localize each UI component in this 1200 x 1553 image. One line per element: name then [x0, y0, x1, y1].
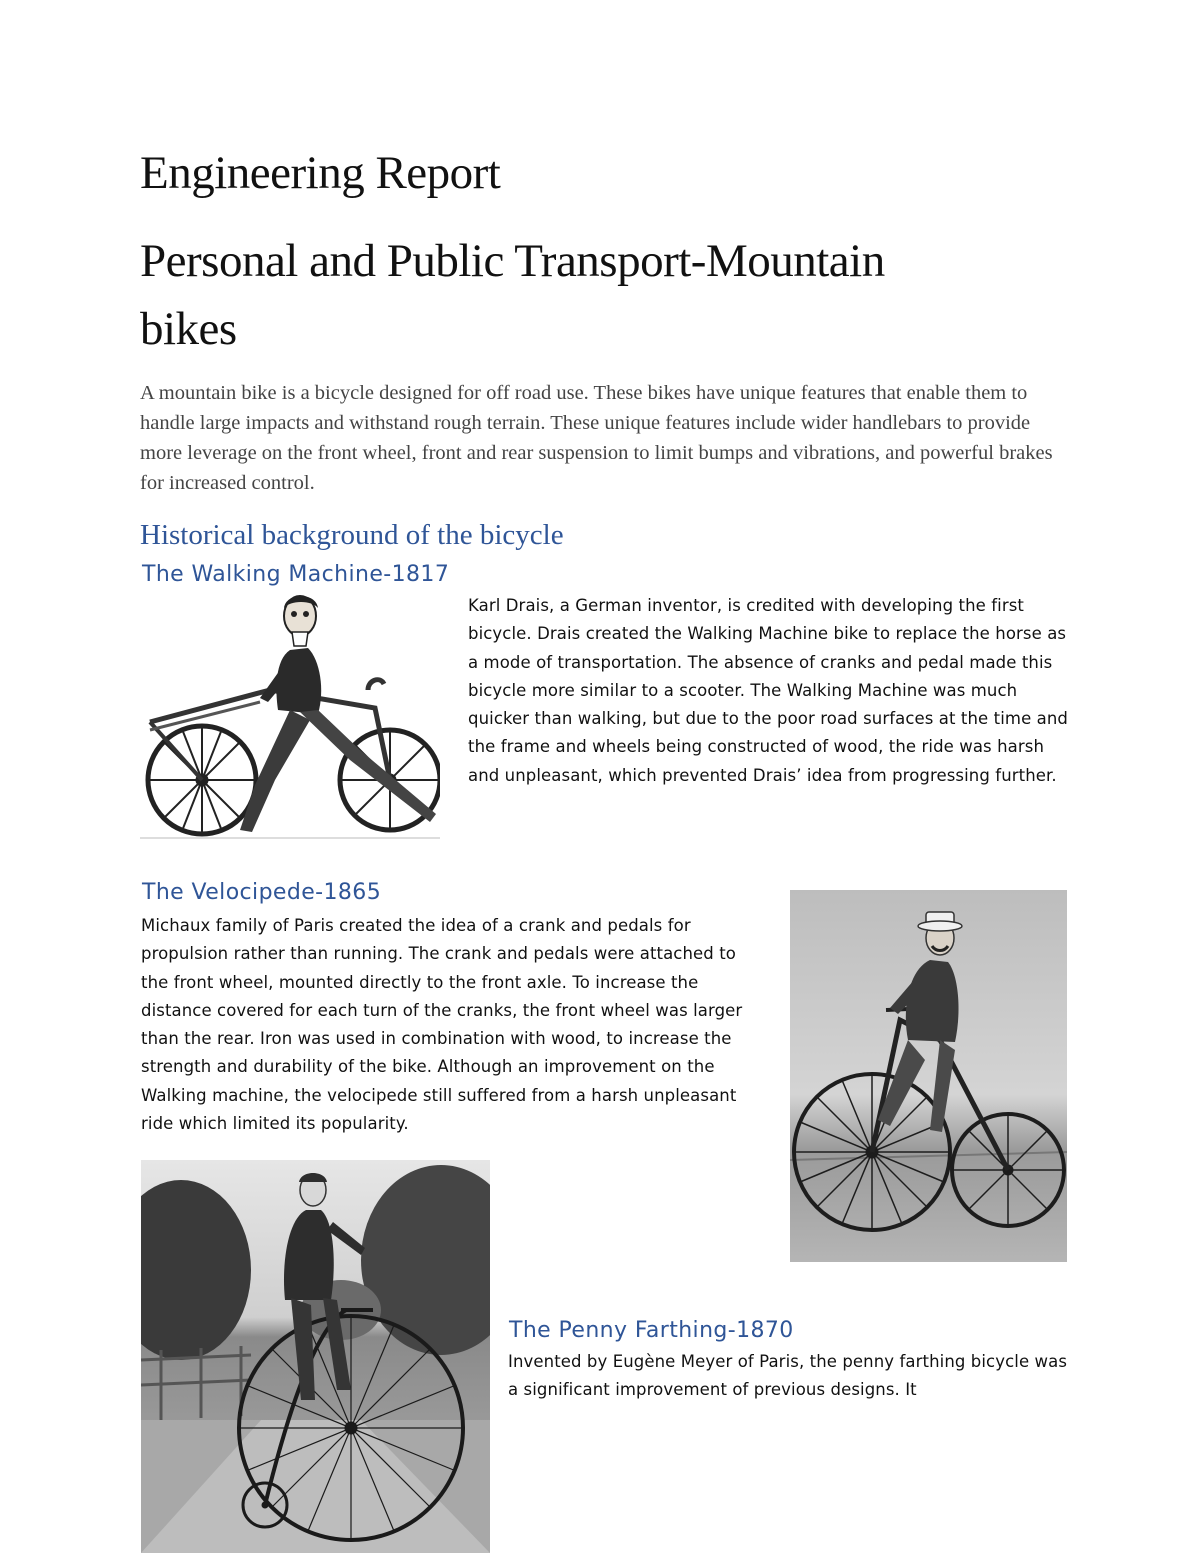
- walking-machine-text: Karl Drais, a German inventor, is credited with developing the first bicycle. Drais created the Walking Machine bike to replace the horse as a mode of transportation. The absence of cranks and pedal made this bicycle more similar to a scooter. The Walking Machine was much quicker than walking, but due to the poor road surfaces at the time and the frame and wheels being constructed of wood, the ride was harsh and unpleasant, which prevented Drais’ idea from progressing further.: [468, 596, 1069, 785]
- history-heading: Historical background of the bicycle: [140, 519, 564, 551]
- penny-farthing-heading: The Penny Farthing-1870: [509, 1318, 794, 1343]
- velocipede-illustration: [790, 890, 1067, 1262]
- walking-machine-image: [140, 590, 440, 850]
- walking-machine-heading: The Walking Machine-1817: [142, 562, 450, 587]
- penny-farthing-illustration: [141, 1160, 490, 1553]
- velocipede-heading: The Velocipede-1865: [142, 880, 382, 905]
- penny-farthing-photo: [141, 1160, 490, 1553]
- penny-farthing-text: Invented by Eugène Meyer of Paris, the penny farthing bicycle was a significant improvement of previous designs. It: [508, 1352, 1068, 1400]
- draisine-illustration: [140, 590, 440, 850]
- velocipede-photo: [790, 890, 1067, 1262]
- intro-paragraph: A mountain bike is a bicycle designed for off road use. These bikes have unique features that enable them to handle large impacts and withstand rough terrain. These unique features include wider handlebars to provide more leverage on the front wheel, front and rear suspension to limit bumps and vibrations, and powerful brakes for increased control.: [140, 382, 1053, 494]
- velocipede-text: Michaux family of Paris created the idea of a crank and pedals for propulsion rather than running. The crank and pedals were attached to the front wheel, mounted directly to the front axle. To increase the distance covered for each turn of the cranks, the front wheel was larger than the rear. Iron was used in combination with wood, to increase the strength and durability of the bike. Although an improvement on the Walking machine, the velocipede still suffered from a harsh unpleasant ride which limited its popularity.: [141, 916, 743, 1134]
- report-title: Engineering Report: [140, 147, 501, 199]
- report-subtitle-line1: Personal and Public Transport-Mountain: [140, 235, 885, 287]
- report-subtitle-line2: bikes: [140, 303, 237, 355]
